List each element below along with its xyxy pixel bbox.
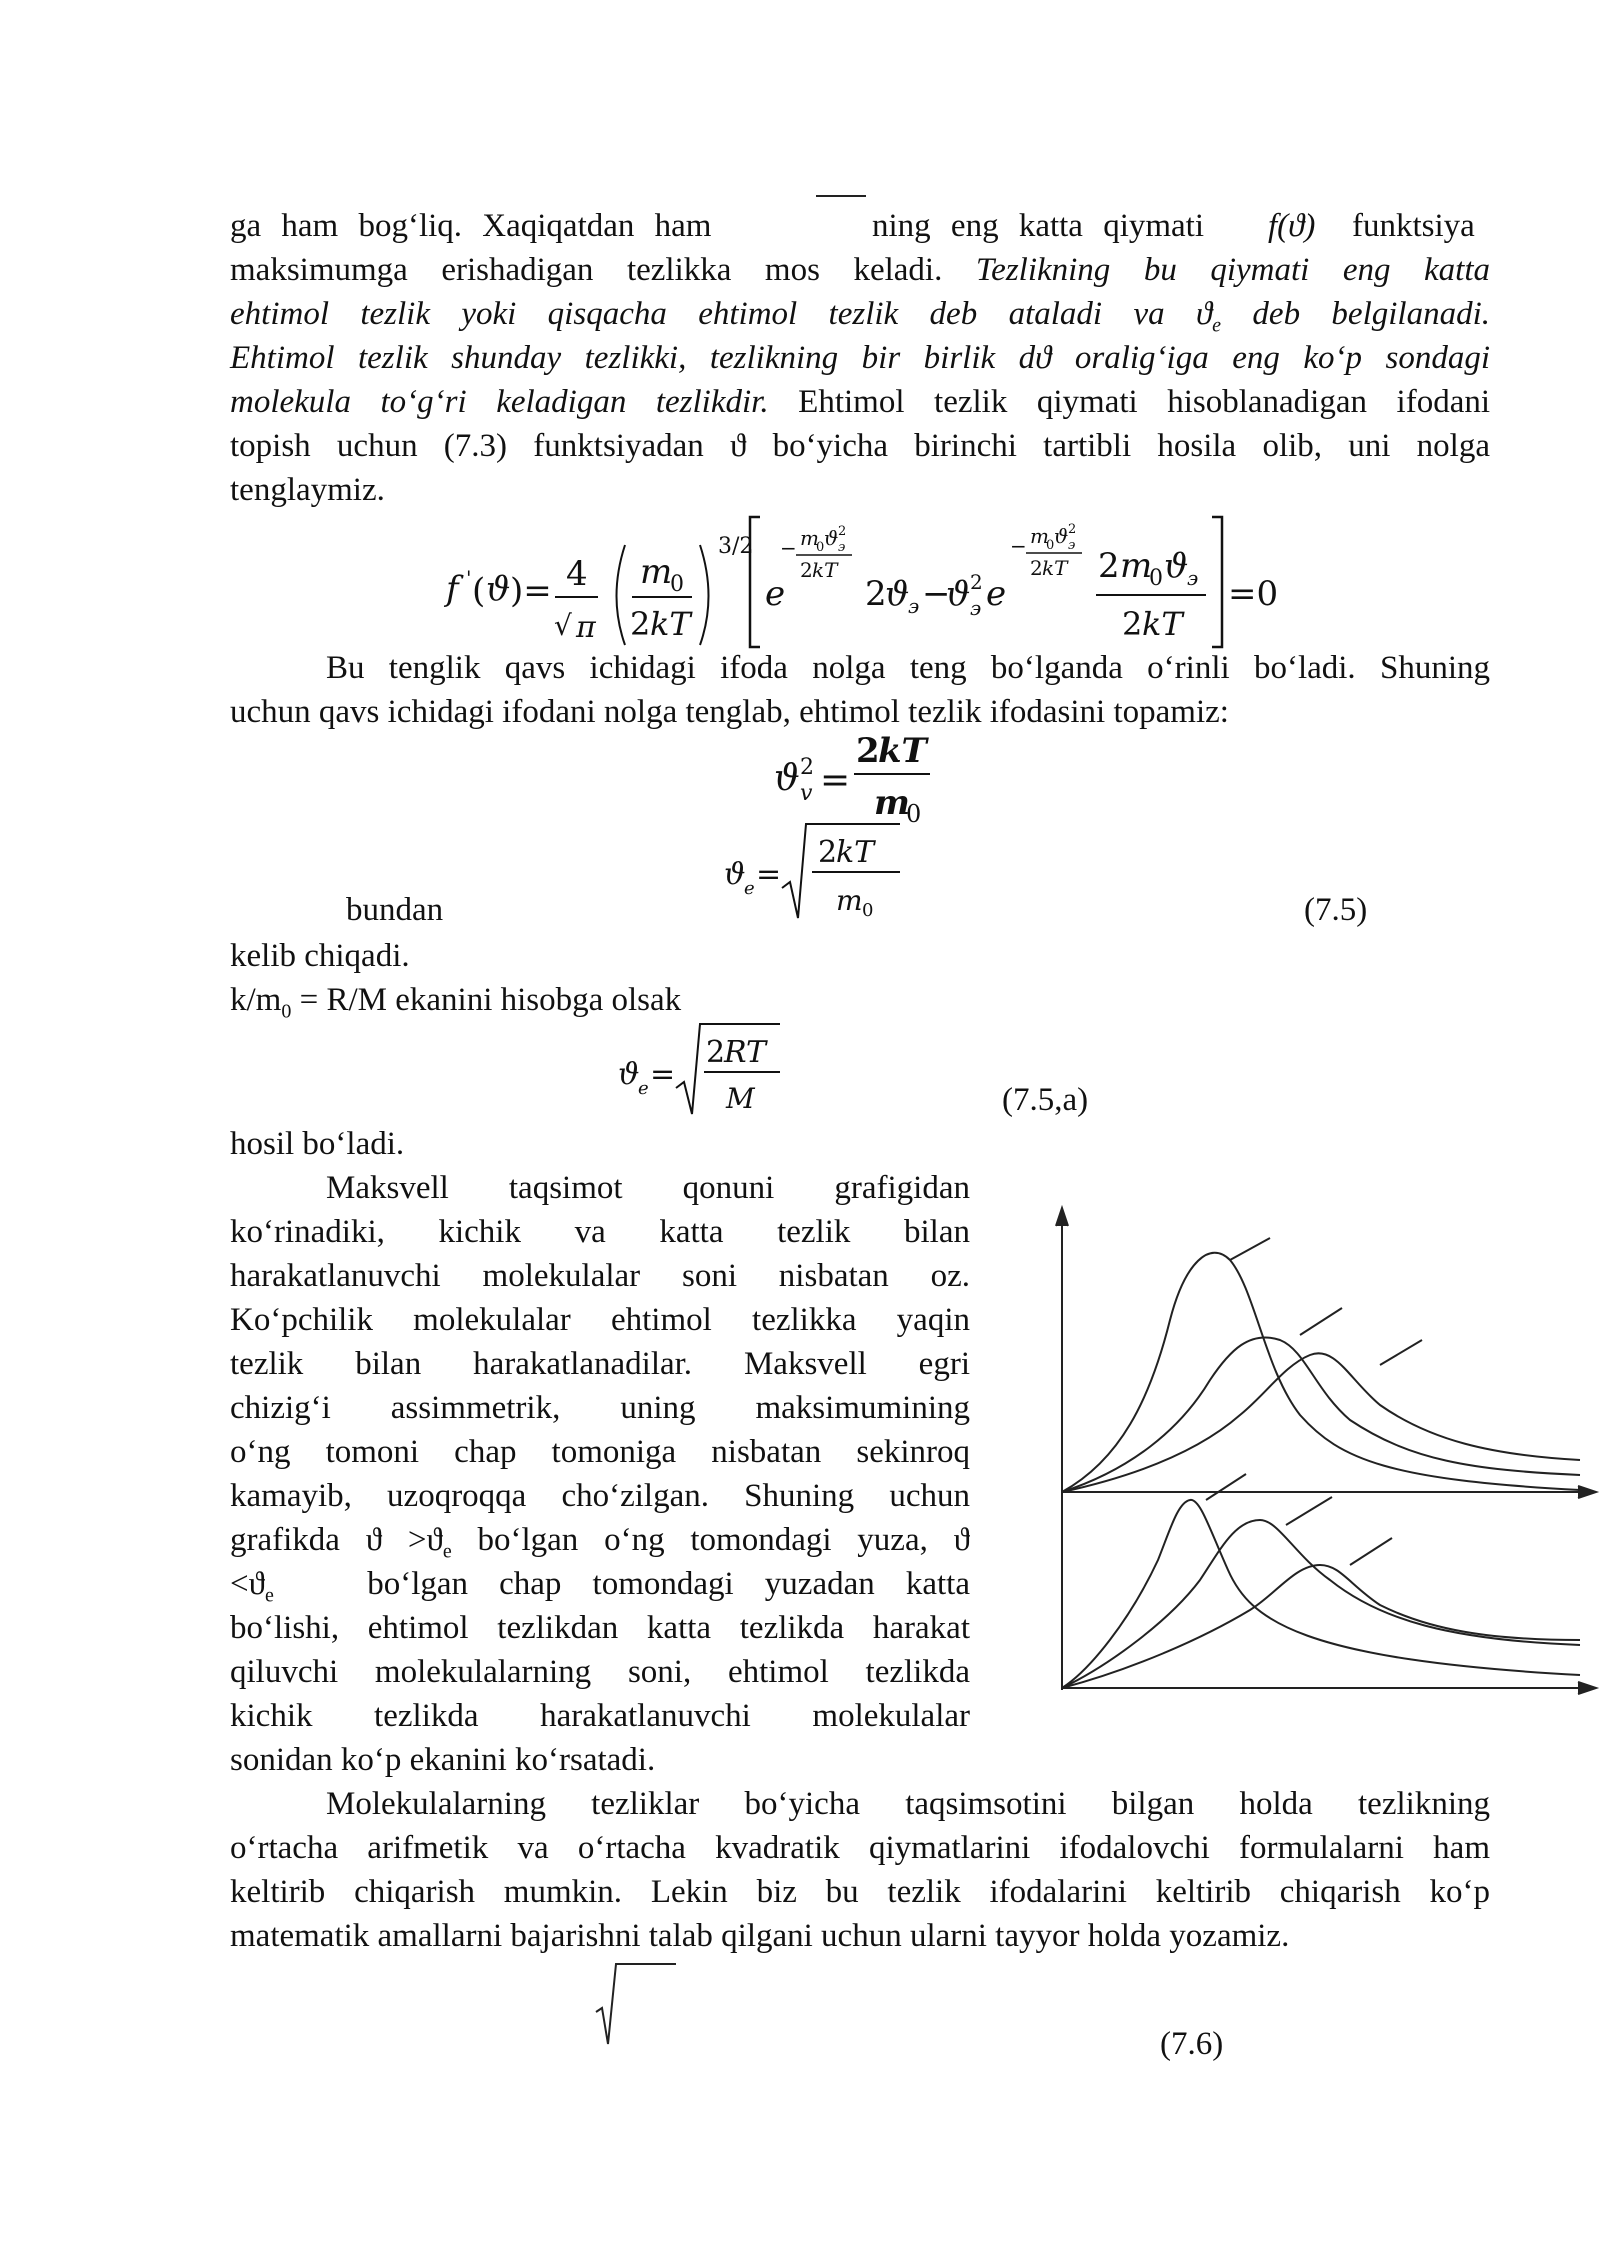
para3-line-13: kichik tezlikda harakatlanuvchi molekulalar [230, 1698, 970, 1734]
para4-line3: keltirib chiqarish mumkin. Lekin biz bu tezlik ifodalarini keltirib chiqarish ko‘p [230, 1874, 1490, 1910]
svg-text:e: e [744, 878, 755, 899]
bundan-text: bundan [346, 892, 444, 928]
derivative-equation [430, 505, 1280, 650]
svg-text:0: 0 [1149, 566, 1163, 591]
para4-line2: o‘rtacha arifmetik va o‘rtacha kvadratik qiymatlarini ifodalovchi formulalarni ham [230, 1830, 1490, 1866]
svg-text:kT: kT [1042, 556, 1068, 580]
svg-text:m: m [640, 552, 673, 592]
svg-text:e: e [638, 1078, 649, 1099]
svg-text:0: 0 [906, 800, 922, 828]
para3-line-1: Maksvell taqsimot qonuni grafigidan [326, 1170, 970, 1206]
para3-line-7: o‘ng tomoni chap tomoniga nisbatan sekinroq [230, 1434, 970, 1470]
svg-text:2: 2 [1068, 522, 1077, 537]
para1-line2: maksimumga erishadigan tezlikka mos keladi. Tezlikning bu qiymati eng katta [230, 252, 1490, 288]
square-speed-equation [770, 728, 970, 828]
para3-line-5: tezlik bilan harakatlanadilar. Maksvell egri [230, 1346, 970, 1382]
para1-line4: Ehtimol tezlik shunday tezlikki, tezlikning bir birlik dϑ oralig‘iga eng ko‘p sondagi [230, 340, 1490, 376]
equation-number-7-6: (7.6) [1160, 2026, 1224, 2062]
svg-text:2: 2 [1122, 605, 1143, 643]
svg-text:2: 2 [630, 605, 651, 643]
svg-text:kT: kT [878, 731, 927, 771]
svg-text:f: f [446, 569, 459, 609]
svg-text:m: m [800, 526, 819, 550]
para4-line4: matematik amallarni bajarishni talab qilgani uchun ularni tayyor holda yozamiz. [230, 1918, 1290, 1954]
para2-line2: uchun qavs ichidagi ifodani nolga tenglab, ehtimol tezlik ifodasini topamiz: [230, 694, 1229, 730]
svg-text:0: 0 [862, 900, 874, 921]
svg-text:ϑ: ϑ [824, 526, 839, 550]
para3-line-6: chizig‘i assimmetrik, uning maksimumining [230, 1390, 970, 1426]
svg-text:ϑ: ϑ [724, 857, 746, 892]
svg-text:ϑ: ϑ [1054, 524, 1069, 548]
svg-text:ϑ: ϑ [885, 574, 910, 614]
svg-text:ϑ: ϑ [774, 758, 800, 799]
svg-text:=: = [756, 857, 782, 892]
svg-text:m: m [836, 884, 863, 917]
svg-text:2: 2 [970, 570, 983, 594]
svg-text:э: э [1187, 566, 1199, 590]
svg-text:2: 2 [856, 731, 880, 771]
svg-text:=: = [650, 1057, 676, 1092]
para3-line-9: grafikda $ϑ >ϑ_e$ bo‘lgan o‘ng tomondagi yuza, ϑ [230, 1522, 970, 1563]
svg-text:2: 2 [800, 558, 813, 582]
equation-number-7-5a: (7.5,a) [1002, 1082, 1089, 1118]
svg-text:−: − [922, 574, 951, 614]
svg-text:2: 2 [865, 574, 887, 614]
para1-line7: tenglaymiz. [230, 472, 385, 508]
kelib-text: kelib chiqadi. [230, 938, 410, 974]
svg-text:v: v [800, 781, 813, 806]
para3-line-2: ko‘rinadiki, kichik va katta tezlik bilan [230, 1214, 970, 1250]
svg-text:2: 2 [1098, 546, 1120, 586]
probable-speed-molar-equation [614, 1018, 794, 1118]
svg-text:ϑ: ϑ [486, 569, 511, 609]
svg-text:э: э [908, 594, 920, 618]
hosil-text: hosil bo‘ladi. [230, 1126, 405, 1162]
svg-text:': ' [466, 566, 472, 590]
para3-line-11: bo‘lishi, ehtimol tezlikdan katta tezlikda harakat [230, 1610, 970, 1646]
svg-text:3/2: 3/2 [718, 534, 754, 559]
para2-line1: Bu tenglik qavs ichidagi ifoda nolga teng bo‘lganda o‘rinli bo‘ladi. Shuning [326, 650, 1490, 686]
para3-line-10: $<ϑ_e$ bo‘lgan chap tomondagi yuzadan katta [230, 1566, 970, 1607]
para3-line-14: sonidan ko‘p ekanini ko‘rsatadi. [230, 1742, 656, 1778]
para3-line-12: qiluvchi molekulalarning soni, ehtimol tezlikda [230, 1654, 970, 1690]
para1-line3: ehtimol tezlik yoki qisqacha ehtimol tezlik deb ataladi va $ϑ_e$ deb belgilanadi. [230, 296, 1491, 337]
fraction-bar-fragment [816, 195, 866, 197]
svg-text:ϑ: ϑ [946, 574, 971, 614]
probable-speed-equation [720, 818, 920, 926]
para3-line-8: kamayib, uzoqroqqa cho‘zilgan. Shuning uchun [230, 1478, 970, 1514]
svg-text:2: 2 [1030, 556, 1043, 580]
para1-line1-c: funktsiya [1352, 208, 1475, 244]
svg-text:э: э [1068, 538, 1076, 553]
svg-text:kT: kT [1142, 605, 1183, 643]
svg-text:=: = [820, 760, 851, 801]
svg-text:ϑ: ϑ [618, 1057, 640, 1092]
para4-line1: Molekulalarning tezliklar bo‘yicha taqsimsotini bilgan holda tezlikning [326, 1786, 1490, 1822]
para1-line5: molekula to‘g‘ri keladigan tezlikdir. Ehtimol tezlik qiymati hisoblanadigan ifodani [230, 384, 1491, 420]
svg-text:2: 2 [800, 755, 814, 780]
svg-text:√: √ [554, 609, 572, 642]
svg-text:e: e [986, 574, 1007, 614]
svg-text:m: m [874, 783, 910, 823]
svg-text:M: M [726, 1082, 755, 1115]
svg-text:kT: kT [812, 558, 838, 582]
svg-text:2: 2 [818, 835, 838, 870]
empty-radical-symbol [590, 1960, 680, 2050]
svg-text:e: e [765, 574, 786, 614]
svg-text:0: 0 [1046, 538, 1055, 553]
para1-line1-b: ning eng katta qiymati [872, 208, 1205, 244]
para3-line-4: Ko‘pchilik molekulalar ehtimol tezlikka yaqin [230, 1302, 970, 1338]
svg-text:0: 0 [816, 540, 825, 555]
svg-text:2: 2 [838, 524, 847, 539]
svg-text:kT: kT [650, 605, 691, 643]
svg-text:m: m [1030, 524, 1049, 548]
equation-number-7-5: (7.5) [1304, 892, 1368, 928]
svg-text:2: 2 [706, 1035, 726, 1070]
svg-text:π: π [576, 610, 596, 645]
para1-line6: topish uchun (7.3) funktsiyadan ϑ bo‘yicha birinchi tartibli hosila olib, uni nolga [230, 428, 1490, 464]
svg-text:m: m [1120, 546, 1153, 586]
svg-text:(: ( [472, 571, 486, 611]
svg-text:−: − [1010, 534, 1027, 558]
maxwell-distribution-figure [1050, 1200, 1600, 1700]
svg-text:−: − [780, 536, 797, 560]
svg-text:kT: kT [836, 835, 875, 870]
para3-line-3: harakatlanuvchi molekulalar soni nisbatan oz. [230, 1258, 970, 1294]
svg-text:э: э [970, 596, 982, 620]
svg-text:э: э [838, 540, 846, 555]
svg-text:0: 0 [670, 572, 684, 597]
svg-text:=0: =0 [1228, 574, 1279, 614]
ratio-text: $k/m_0 = R/M$ ekanini hisobga olsak [230, 982, 682, 1023]
svg-text:ϑ: ϑ [1164, 546, 1189, 586]
svg-text:)=: )= [510, 571, 552, 611]
svg-text:RT: RT [724, 1035, 767, 1070]
svg-text:4: 4 [566, 554, 588, 594]
para1-line1-f: f(ϑ) [1268, 208, 1316, 244]
para1-line1-a: ga ham bog‘liq. Xaqiqatdan ham [230, 208, 712, 244]
